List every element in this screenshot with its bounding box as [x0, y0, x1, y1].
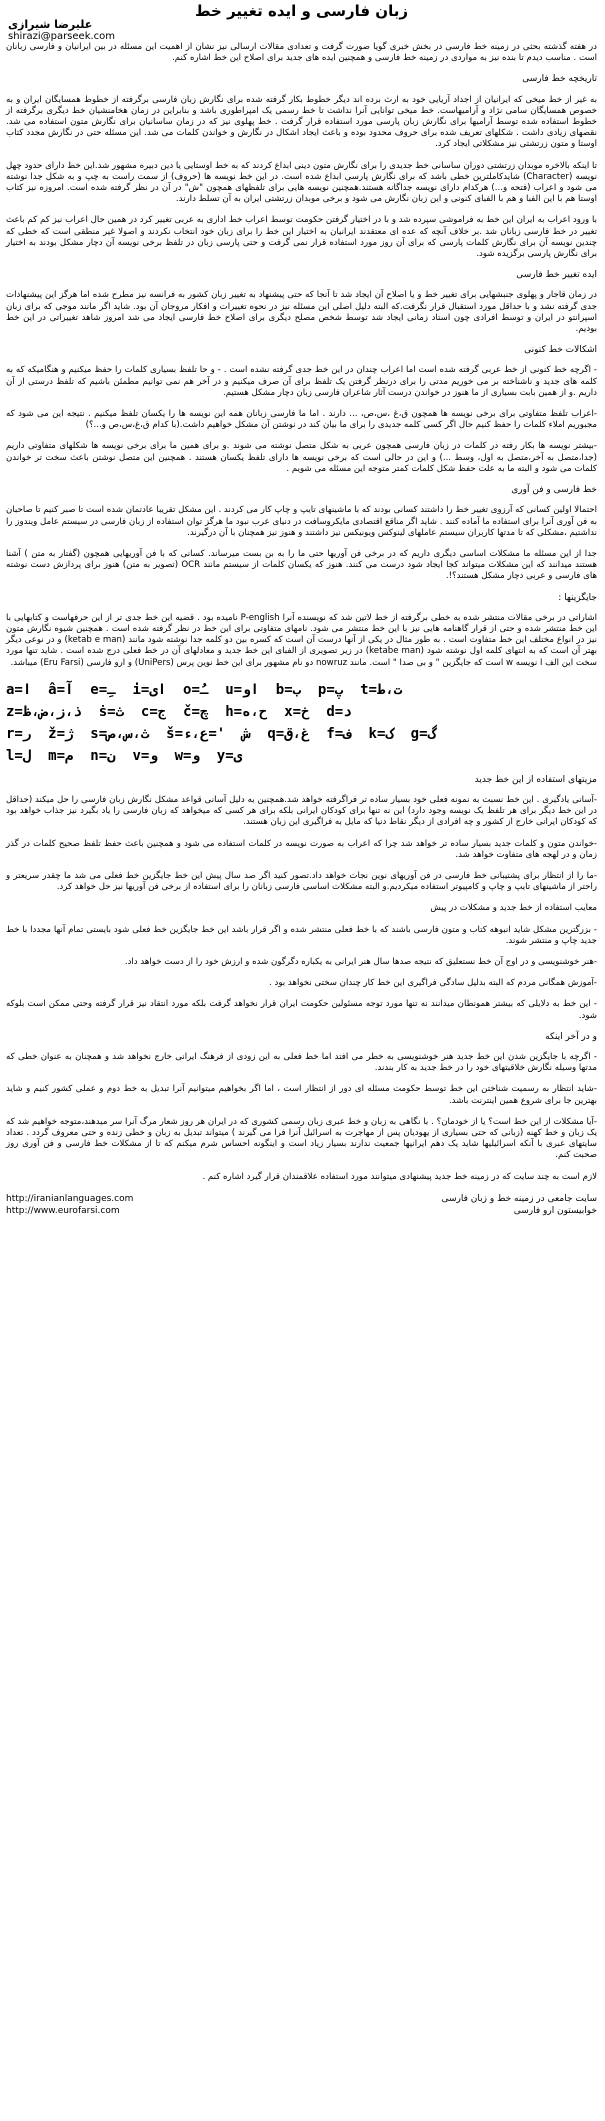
- article-body: [6, 42, 597, 669]
- paragraph: در زمان قاجار و پهلوی جنبشهایی برای تغییر خط و یا اصلاح آن ایجاد شد تا آنجا که حتی پیشنهاد به تغییر زبان کشور به فرانسه نیز مطرح شده اما هرگز این پیشنهادات جدی گرفته نشد و با حداقل مورد استقبال قرار نگرفت.که البته دلیل اصلی این مسئله نیز در نحوه تغییرات و افکار مروجان آن بود. شاید اگر مانند موجی که برای زبان اسپرانتو در ایران و توسط افرادی چون استاد زمانی ایجاد شد توسط شخص مصلح دیگری برای اصلاح خط فارسی ایجاد می شد امروز شاهد تغییراتی در این خط بودیم.: [6, 290, 597, 335]
- paragraph: - اگرچه با جایگزین شدن این خط جدید هنر خوشنویسی به خطر می افتد اما خط فعلی به این زودی از فرهنگ ایرانی خارج نخواهد شد و همچنان به عنوان خطی که مدتها وسیله نگارش خلاقیتهای خود را در خط جدید به کار بندند.: [6, 1051, 597, 1074]
- section-heading: خط فارسی و فن آوری: [511, 485, 597, 496]
- section-heading: و در آخر اینکه: [545, 1031, 597, 1042]
- paragraph: -آسانی یادگیری . این خط نسبت به نمونه فعلی خود بسیار ساده تر فراگرفته خواهد شد.همچنین به دلیل آسانی قواعد مشکل نگارش زبان فارسی را حل میکند (حداقل در این خط دیگر برای هر تلفظ یک نویسه وجود دارد) این نه تنها برای کودکان ایرانی بلکه برای هر کسی که میخواهد که زبان فارسی را یاد بگیرد نیز جذاب خواهد بود که کودکان ایرانی خارج از کشور و چه افرادی از دیگر نقاط دنیا که مایل به فراگیری این زبان هستند.: [6, 794, 597, 828]
- paragraph: -بیشتر نویسه ها بکار رفته در کلمات در زبان فارسی همچون عربی به شکل متصل نوشته می شوند .و برای همین ما برای برخی نویسه ها شکلهای متفاوتی داریم (جدا،متصل به آخر،متصل به اول، وسط ...) و این در حالی است که برخی نویسه ها دارای تلفظ یکسان هستند . همچنین این متصل نوشتن باعث سخت تر خواندن کلمات می شود و البته ما به علت حفظ شکل کلمات کمتر متوجه این مسئله می شویم .: [6, 441, 597, 474]
- paragraph: - اگرچه خط کنونی از خط عربی گرفته شده است اما اعراب چندان در این خط جدی گرفته نشده است . - و حا تلفظ بسیاری کلمات را حفظ میکنیم و هنگامیکه که به کلمه های جدید و ناشناخته بر می خوریم مدتی را برای درنظر گرفتن یک تلفظ برای آن صرف میکنیم و در آخر هم نمی توانیم مطمئن باشیم که تلفظ درستی از آن داریم .و از همین بابت بسیاری از ما هنوز در خواندن درست آثار شاعران فارسی زبان دچار مشکل هستیم.: [6, 365, 597, 398]
- paragraph: با ورود اعراب به ایران این خط به فراموشی سپرده شد و با در اختیار گرفتن حکومت توسط اعراب خط اداری به عربی تغییر کرد در همین حال اعراب نیز کم کم باعث تغییر در خط فارسی زبانان شد .بر خلاف آنچه که عده ای معتقدند ایرانیان به اختیار این خط را برای زبان خود انتخاب نکردند و اصولا غیر منطقی است که خطی که چندین نویسه آن برای نگارش کلمات پارسی که برای آن روز مورد استفاده قرار نمی گرفت و حتی پارسی زبان در تلفظ برخی نویسه آن دچار مشکل بودند به اختیار برای نگارش پارسی برگزیده شود.: [6, 215, 597, 260]
- paragraph: - این خط به دلایلی که بیشتر همونطان میدانند نه تنها مورد توجه مسئولین حکومت ایران قرار نخواهد گرفت بلکه مورد انتقاد نیز قرار گرفته وحتی ممکن است بلوکه شود.: [6, 999, 597, 1021]
- link-row: [6, 1205, 597, 1217]
- paragraph: -خواندن متون و کلمات جدید بسیار ساده تر خواهد شد چرا که اعراب به صورت نویسه در کلمات استفاده می شود و همچنین باعث حفظ تلفظ صحیح کلمات در گذر زمان و در لهجه های متفاوت خواهد شد.: [6, 838, 597, 860]
- article: [6, 2, 597, 1217]
- author-name: علیرضا شیرازی: [8, 18, 93, 31]
- article-title: زبان فارسی و ایده تغییر خط: [195, 2, 408, 20]
- alphabet-table: [6, 679, 597, 767]
- author-email: shirazi@parseek.com: [8, 31, 116, 42]
- paragraph: در هفته گذشته بحثی در زمینه خط فارسی در بخش خبری گویا صورت گرفت و تعدادی مقالات ارسالی نیز نشان از اهمیت این مسئله در بین ایرانیان و فارسی زبانان است . مناسب دیدم تا بنده نیز به مواردی در زمینه خط فارسی و همچنین ایده های جدید برای اصلاح این خط اشاره کنم.: [6, 42, 597, 64]
- paragraph: معایب استفاده از خط جدید و مشکلات در پیش: [430, 903, 597, 914]
- paragraph: -آیا مشکلات از این خط است؟ یا از خودمان؟ . با نگاهی به زبان و خط عبری زبان رسمی کشوری که در ایران هر روز شعار مرگ آنرا سر میدهند،متوجه خواهیم شد که یک زبان و خط کهنه (زبانی که حتی بسیاری از یهودیان پس از مهاجرت به اسرائیل آنرا فرا می گیرند ) میتواند تبدیل به زبان و خطی زنده و حتی معروف گردد . تعداد سایتهای عبری با آنکه اسرائیلیها شاید یک دهم ایرانیها جمعیت ندارند بسیار زیاد است و اینگونه احساس شرم میکنم که تا از مشکلات خط فارسی و فن آوری روز صحبت کنم.: [6, 1116, 597, 1161]
- alphabet-row: l=ل m=م n=ن v=و w=و y=ی: [6, 747, 243, 764]
- link-label: سایت جامعی در زمینه خط و زبان فارسی: [441, 1193, 597, 1204]
- paragraph: احتمالا اولین کسانی که آرزوی تغییر خط را داشتند کسانی بودند که با ماشینهای تایپ و چاپ کار می کردند . این مشکل تقریبا عادتمان شده است تا صبر کنیم تا صاحبان به فن آوری آنرا برای استفاده ما آماده کنند . شاید اگر مناقع اقتصادی مایکروسافت در دنیای عرب نبود ما هرگز توان استفاده از زبان فارسی در سیستم عامل ویندوز را نداشتیم ،مشکلی که تا مدتها کاربران سیستم عاملهای لینوکس ویونیکس نیز داشتند و هنوز نیز همچنان با آن درگیرند.: [5, 505, 597, 538]
- paragraph: اشاراتی در برخی مقالات منتشر شده به خطی برگرفته از خط لاتین شد که نویسنده آنرا P-english نامیده بود . قضیه این خط جدی تر از این حرفهاست و کتابهایی با این خط منتشر شده و حتی از قرار گاهنامه هایی نیز با این خط منتشر می شود. نامهای متفاوتی برای این خط در نظر گرفته شده است . همچنین شیوه نگارش متون نیز در انواع مختلف این خط متفاوت است . به طور مثال در یکی از آنها درست آن است که کسره بین دو کلمه جدا نوشته شود مانند (ketab e man) و در نوعی دیگر بهتر آن است که به انتهای کلمه اول نوشته شود (ketabe man) در زیر تصویری از الفبای این خط جدید و معادلهای آن در خط فعلی درج شده است . شاید تنها مورد سخت این الف ا نویسه w است که جایگزین " و بی صدا " است. مانند nowruz دو نام مشهور برای این خط نوین پرس (UniPers) و ارو فارسی (Eru Farsi) میباشد.: [6, 612, 597, 668]
- paragraph: - بزرگترین مشکل شاید انبوهه کتاب و متون فارسی باشند که با خط فعلی منتشر شده و اگر قرار باشد این خط جایگزین خط فعلی شود بایستی تمام آنها مجددا با خط جدید چاپ و منتشر شوند.: [6, 924, 597, 946]
- alphabet-row: r=ر ž=ژ s=ث،س،ص š=ش '=ع،ء q=غ،ق f=ف k=ک g=گ: [6, 725, 436, 742]
- section-heading: ایده تغییر خط فارسی: [516, 270, 597, 281]
- paragraph: -هنر خوشنویسی و در اوج آن خط نستعلیق که نتیجه صدها سال هنر ایرانی به یکباره دگرگون شده و ارزش خود را از دست خواهد داد.: [124, 956, 597, 967]
- alphabet-row: a=ا â=آ e=ـِ i=ای o=ـُ u=او b=ب p=پ t=ت،ط: [6, 681, 403, 698]
- link-label: خوابیستون ارو فارسی: [513, 1205, 597, 1216]
- paragraph: -اعراب تلفظ متفاوتی برای برخی نویسه ها همچون ق،غ ،س،ص، ... دارند . اما ما فارسی زبانان همه این نویسه ها را یکسان تلفظ میکنیم . نتیجه این می شود که مجبوریم املاء کلمات را حفظ کنیم حال اگر کسی کلمه جدیدی را برای ما بیان کند در نوشتن آن مشکل خواهیم داشت.(با کدام ق،غ،س،ص و...؟): [6, 409, 597, 431]
- section-heading: جایگزینها :: [558, 592, 597, 603]
- alphabet-row: z=ذ،ز،ض،ظ ṡ=ث c=ج č=چ h=ح،ه x=خ d=د: [6, 703, 352, 720]
- link-row: [6, 1193, 597, 1205]
- paragraph: -شاید انتظار به رسمیت شناختن این خط توسط حکومت مسئله ای دور از انتظار است ، اما اگر بخواهیم میتوانیم آنرا تبدیل به خط دوم و عملی کشور کنیم و شاید بهترین جا برای شروع همین اینترنت باشد.: [6, 1084, 597, 1106]
- paragraph: تا اینکه بالاخره موبدان زرتشتی دوران ساسانی خط جدیدی را برای نگارش متون دینی ابداع کردند که به خط اوستایی یا دین دبیره مشهور شد.این خط دارای حدود چهل نویسه (Character) شایدکاملترین خطی باشد که برای نگارش پارسی ابداع شده است. در این خط نویسه ها (حروف) از سمت راست به چپ و به شکل جدا نوشته می شود و اعراب (فتحه و...) هرکدام دارای نویسه جداگانه هستند.همچنین نویسه هایی برای تلفظهای همچون "ش" در آن در نظر گرفته شده است. امروزه نیز کتاب اوستا هم با این الفبا و هم با الفبای کنونی و این زبان نگارش می شود و برخی موبدان زرتشتی ایران به آن تسلط دارند.: [6, 160, 597, 205]
- paragraph: جدا از این مسئله ما مشکلات اساسی دیگری داریم که در برخی فن آوریها حتی ما را به بن بست میرساند. کسانی که با فن آوریهایی همچون (گفتار به متن ) آشنا هستند میدانند که این مشکلات میتواند کجا ایجاد شود درست می کنند. هنوز که یکسان کلمات از سیستم مانند OCR (تصویر به متن) هنوز برای پردازش دست نوشته های فارسی و عربی دچار مشکل هستند؟!.: [6, 548, 597, 582]
- link-url[interactable]: http://www.eurofarsi.com: [6, 1205, 120, 1216]
- paragraph: -آموزش همگانی مردم که البته بدلیل سادگی فراگیری این خط کار چندان سختی نخواهد بود .: [269, 978, 597, 989]
- link-url[interactable]: http://iranianlanguages.com: [6, 1193, 134, 1204]
- article-body-continued: [6, 775, 597, 1183]
- links-list: [6, 1193, 597, 1217]
- section-heading: تاریخچه خط فارسی: [522, 74, 597, 85]
- article-header: [6, 2, 597, 42]
- paragraph: -ما را از انتظار برای پشتیبانی خط فارسی در فن آوریهای نوین نجات خواهد داد.تصور کنید اگر صد سال پیش این خط جایگزین خط فعلی می شد ما چقدر سریعتر و راحتر از ماشینهای تایپ و چاپ و کامپیوتر استفاده میکردیم.و البته مشکلات اساسی فارسی زبانان را برای استفاده از برخی فن آوریها نیز حل خواهد کرد.: [6, 870, 597, 893]
- section-heading: اشکالات خط کنونی: [524, 345, 597, 356]
- section-heading: مزیتهای استفاده از این خط جدید: [474, 774, 597, 785]
- paragraph: لازم است به چند سایت که در زمینه خط جدید پیشنهادی میتوانند مورد استفاده علاقمندان قرار گیرد اشاره کنم .: [202, 1171, 597, 1182]
- paragraph: به غیر از خط میخی که ایرانیان از اجداد آریایی خود به ارث برده اند دیگر خطوط بکار گرفته شده برای نگارش زبان فارسی برگرفته از خطوط همسایگان ایران و به خصوص همسایگان سامی نژاد و آرامیهاست. خط میخی توانایی آنرا نداشت تا خط رسمی یک امپراطوری باشد و بنابراین در زمان هخامنشیان خط دیگری برگرفته از خطوط استفاده شده توسط آرامیها برای نگارش زبان پارسی مورد استفاده قرار گرفت . خط پهلوی نیز که در زمان ساسانیان برای نگارش متون استفاده می شد. نقصهای زیادی داشت . شکلهای تعریف شده برای حروف محدود بوده و باعث ایجاد اشکال در نگارش و خواندن کلمات می شد. این مسئله حتی در نگارش مجدد کتاب اوستا و متون زرتشتی نیز مشکلاتی ایجاد کرد.: [6, 94, 597, 150]
